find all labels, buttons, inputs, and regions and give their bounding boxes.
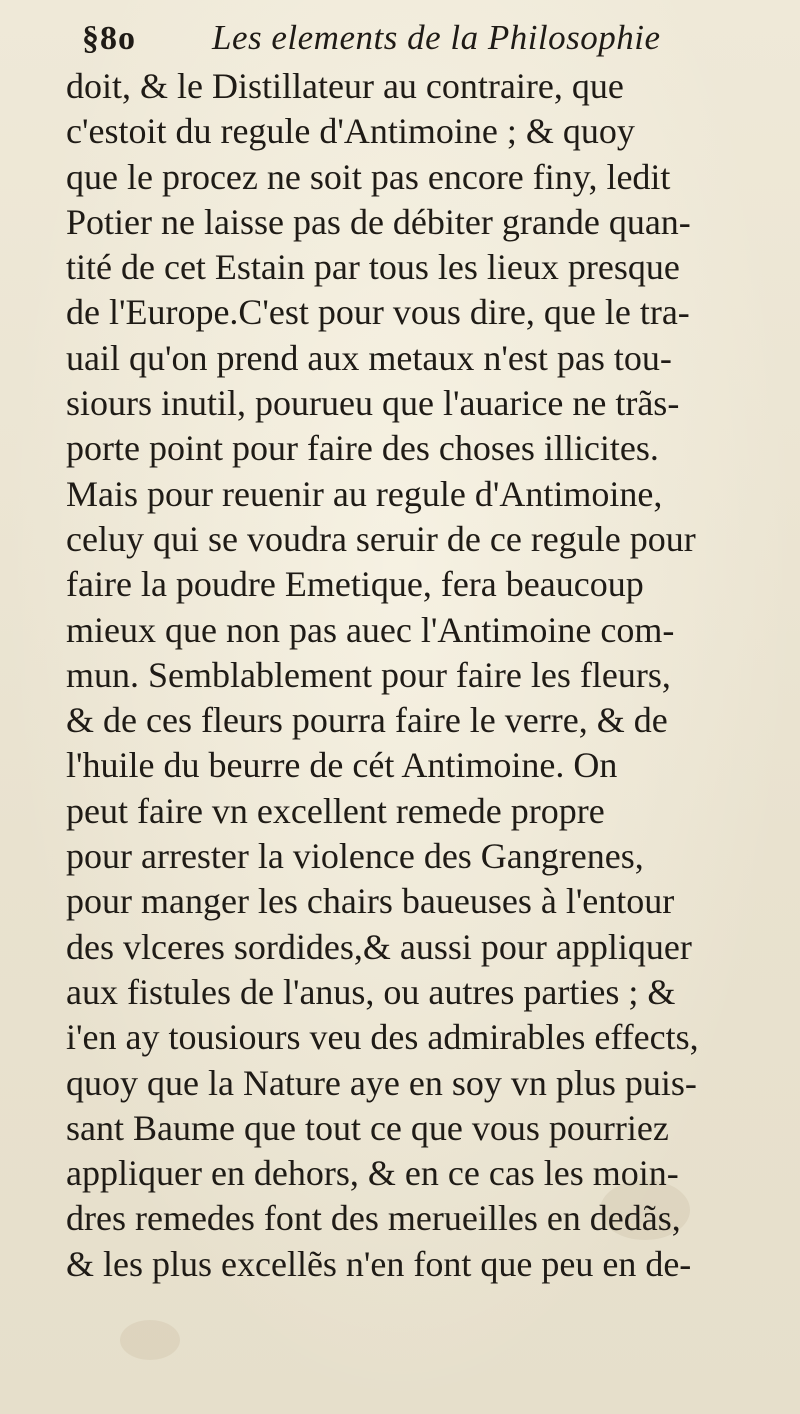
text-line: de l'Europe.C'est pour vous dire, que le tra- [66,292,690,333]
text-line: celuy qui se voudra seruir de ce regule pour [66,518,696,559]
text-line: l'huile du beurre de cét Antimoine. On [66,745,618,786]
text-line: quoy que la Nature aye en soy vn plus puis- [66,1062,697,1103]
text-line: doit, & le Distillateur au contraire, que [66,66,624,106]
text-line: pour arrester la violence des Gangrenes, [66,836,644,877]
paper-stain [120,1320,180,1360]
text-line: Mais pour reuenir au regule d'Antimoine, [66,473,663,514]
text-line: siours inutil, pourueu que l'auarice ne trãs- [66,383,680,424]
text-line: aux fistules de l'anus, ou autres parties ; & [66,971,676,1012]
text-line: & de ces fleurs pourra faire le verre, & de [66,700,668,741]
body-text [48,64,768,1287]
text-line: uail qu'on prend aux metaux n'est pas tou- [66,337,672,378]
text-line: sant Baume que tout ce que vous pourriez [66,1107,669,1148]
text-line: que le procez ne soit pas encore finy, ledit [66,156,671,197]
text-line: appliquer en dehors, & en ce cas les moin- [66,1153,679,1194]
text-line: dres remedes font des merueilles en dedãs, [66,1198,681,1239]
text-line: porte point pour faire des choses illicites. [66,428,659,469]
text-line: Potier ne laisse pas de débiter grande quan- [66,201,691,242]
text-line: tité de cet Estain par tous les lieux presque [66,247,680,288]
page-number: §8o [82,20,136,57]
text-line: mun. Semblablement pour faire les fleurs, [66,654,671,695]
text-line: & les plus excellẽs n'en font que peu en de- [66,1243,692,1284]
text-line: i'en ay tousiours veu des admirables effects, [66,1017,699,1058]
text-line: mieux que non pas auec l'Antimoine com- [66,609,675,650]
text-line: pour manger les chairs baueuses à l'entour [66,881,675,922]
text-line: des vlceres sordides,& aussi pour appliquer [66,926,692,967]
text-line: c'estoit du regule d'Antimoine ; & quoy [66,111,635,152]
text-line: peut faire vn excellent remede propre [66,790,605,831]
text-line: faire la poudre Emetique, fera beaucoup [66,564,644,605]
running-head: Les elements de la Philosophie [212,18,661,57]
